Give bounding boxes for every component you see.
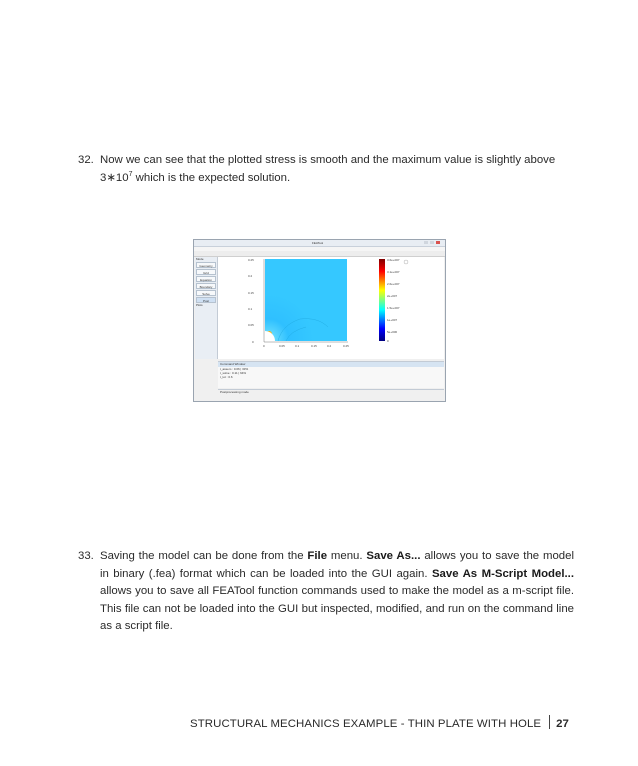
y-tick-label: 0 <box>252 340 254 344</box>
y-tick-label: 0.15 <box>248 291 254 295</box>
step-32-text-before: Now we can see that the plotted stress is smooth and the maximum value is slightly above 3∗10 <box>100 154 556 184</box>
colorbar-label: 0 <box>387 339 389 343</box>
step-33 <box>78 548 574 636</box>
postprocessing-mode-label: Postprocessing mode <box>220 390 249 394</box>
page-number: 27 <box>556 718 569 730</box>
file-menu-term: File <box>307 550 328 562</box>
step-33-seg: allows you to save all FEATool function commands used to make the model as a m-script file. This file can not be loaded into the GUI but inspected, modified, and run on the command line as a script file. <box>100 585 574 632</box>
stress-plot <box>218 257 444 359</box>
colorbar-label: 1.5e+007 <box>387 306 400 310</box>
close-icon <box>436 241 440 244</box>
y-tick-label: 0.2 <box>248 274 253 278</box>
figure-status-bar <box>218 389 444 401</box>
figure-command-window <box>218 361 444 388</box>
step-33-text <box>100 548 574 636</box>
command-line: t_tot : 0.6 <box>220 375 233 379</box>
x-tick-label: 0.2 <box>327 344 332 348</box>
mode-grid-button: Grid <box>196 269 216 275</box>
colorbar <box>379 259 385 341</box>
save-as-term: Save As... <box>366 550 421 562</box>
footer-separator <box>549 715 550 729</box>
mode-label: Mode <box>196 257 204 261</box>
plots-label: Plots <box>196 303 203 307</box>
x-tick-label: 0.05 <box>279 344 285 348</box>
command-line: t_solve : 0.11 | 64% <box>220 371 247 375</box>
colorbar-label: 3.1e+007 <box>387 270 400 274</box>
save-as-mscript-term: Save As M-Script Model... <box>431 567 574 580</box>
command-line: t_assem : 0.06 | 33% <box>220 367 249 371</box>
y-tick-label: 0.1 <box>248 307 253 311</box>
colorbar-label: 2e+007 <box>387 294 398 298</box>
step-33-seg: menu. <box>327 550 367 562</box>
mode-equation-button: Equation <box>196 276 216 282</box>
colorbar-label: 2.6e+007 <box>387 282 400 286</box>
y-tick-label: 0.25 <box>248 258 254 262</box>
mode-geometry-button: Geometry <box>196 262 216 268</box>
maximize-icon <box>430 241 434 244</box>
command-window-title: Command Window <box>218 362 444 367</box>
x-tick-label: 0.1 <box>295 344 300 348</box>
step-33-seg: Saving the model can be done from the <box>100 550 308 562</box>
step-32 <box>78 152 574 187</box>
footer-title: STRUCTURAL MECHANICS EXAMPLE - THIN PLATE WITH HOLE <box>190 718 542 730</box>
featool-screenshot-figure <box>193 239 446 402</box>
mode-post-button: Post <box>196 297 216 303</box>
step-33-seg: allows you to save the model in binary (.fea) format which can be loaded into the GUI again. <box>100 550 574 580</box>
figure-titlebar <box>194 240 445 247</box>
step-32-text-after: which is the expected solution. <box>132 171 291 184</box>
mode-solve-button: Solve <box>196 290 216 296</box>
plot-options-icon <box>404 260 408 264</box>
figure-mode-panel <box>195 257 218 359</box>
plate-gradient <box>265 259 347 341</box>
mode-boundary-button: Boundary <box>196 283 216 289</box>
step-32-exponent: 7 <box>128 170 133 178</box>
colorbar-label: 5e+006 <box>387 330 398 334</box>
x-tick-label: 0.25 <box>343 344 349 348</box>
figure-plot-area <box>218 257 444 359</box>
x-tick-label: 0 <box>263 344 265 348</box>
page-footer <box>190 715 569 730</box>
y-tick-label: 0.05 <box>248 323 254 327</box>
colorbar-label: 3.6e+007 <box>387 258 400 262</box>
x-tick-label: 0.15 <box>311 344 317 348</box>
figure-window-title: FEATool <box>312 241 324 245</box>
step-32-text <box>100 152 574 187</box>
step-33-number: 33. <box>78 550 94 562</box>
colorbar-label: 1e+007 <box>387 318 398 322</box>
step-32-number: 32. <box>78 154 94 166</box>
minimize-icon <box>424 241 428 244</box>
